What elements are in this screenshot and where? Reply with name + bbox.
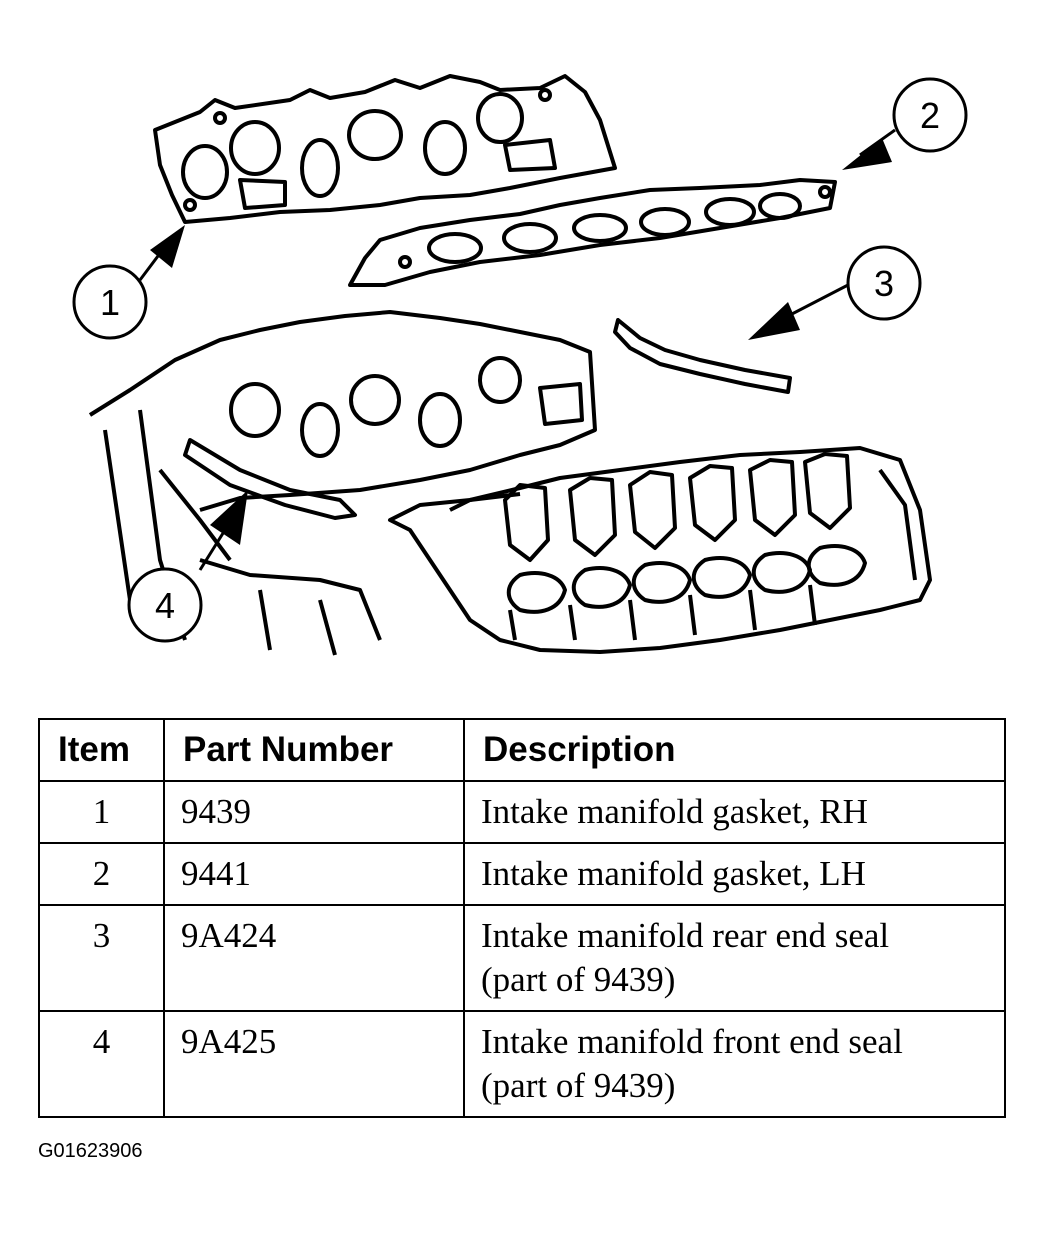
description-line: Intake manifold rear end seal (481, 916, 890, 955)
item-number: 2 (39, 843, 164, 905)
description (464, 781, 1005, 843)
part-number: 9A425 (164, 1011, 464, 1117)
callout-4 (129, 490, 248, 641)
description-line: (part of 9439) (481, 1066, 676, 1105)
part-number: 9439 (164, 781, 464, 843)
figure-code: G01623906 (38, 1140, 143, 1162)
callout-2-label: 2 (919, 95, 941, 136)
header-part-number: Part Number (164, 719, 464, 781)
callout-3-label: 3 (873, 263, 895, 304)
table-header-row (39, 719, 1005, 781)
callout-2 (842, 79, 966, 170)
parts-table (38, 718, 1006, 1118)
table-row (39, 1011, 1005, 1117)
description-line: Intake manifold gasket, LH (481, 854, 866, 893)
callout-1-label: 1 (99, 282, 121, 323)
description (464, 843, 1005, 905)
table-row (39, 843, 1005, 905)
description-line: Intake manifold front end seal (481, 1022, 903, 1061)
table-row (39, 905, 1005, 1011)
item-number: 1 (39, 781, 164, 843)
header-item: Item (39, 719, 164, 781)
callout-3 (748, 247, 920, 340)
callout-4-label: 4 (154, 585, 176, 626)
description (464, 1011, 1005, 1117)
part-number: 9A424 (164, 905, 464, 1011)
callout-1 (74, 225, 185, 338)
intake-gasket-lh (350, 180, 835, 285)
header-description: Description (464, 719, 1005, 781)
item-number: 4 (39, 1011, 164, 1117)
item-number: 3 (39, 905, 164, 1011)
description-line: (part of 9439) (481, 960, 676, 999)
description-line: Intake manifold gasket, RH (481, 792, 868, 831)
part-number: 9441 (164, 843, 464, 905)
intake-gasket-rh (155, 76, 615, 222)
table-row (39, 781, 1005, 843)
engine-assembly (90, 312, 930, 655)
description (464, 905, 1005, 1011)
